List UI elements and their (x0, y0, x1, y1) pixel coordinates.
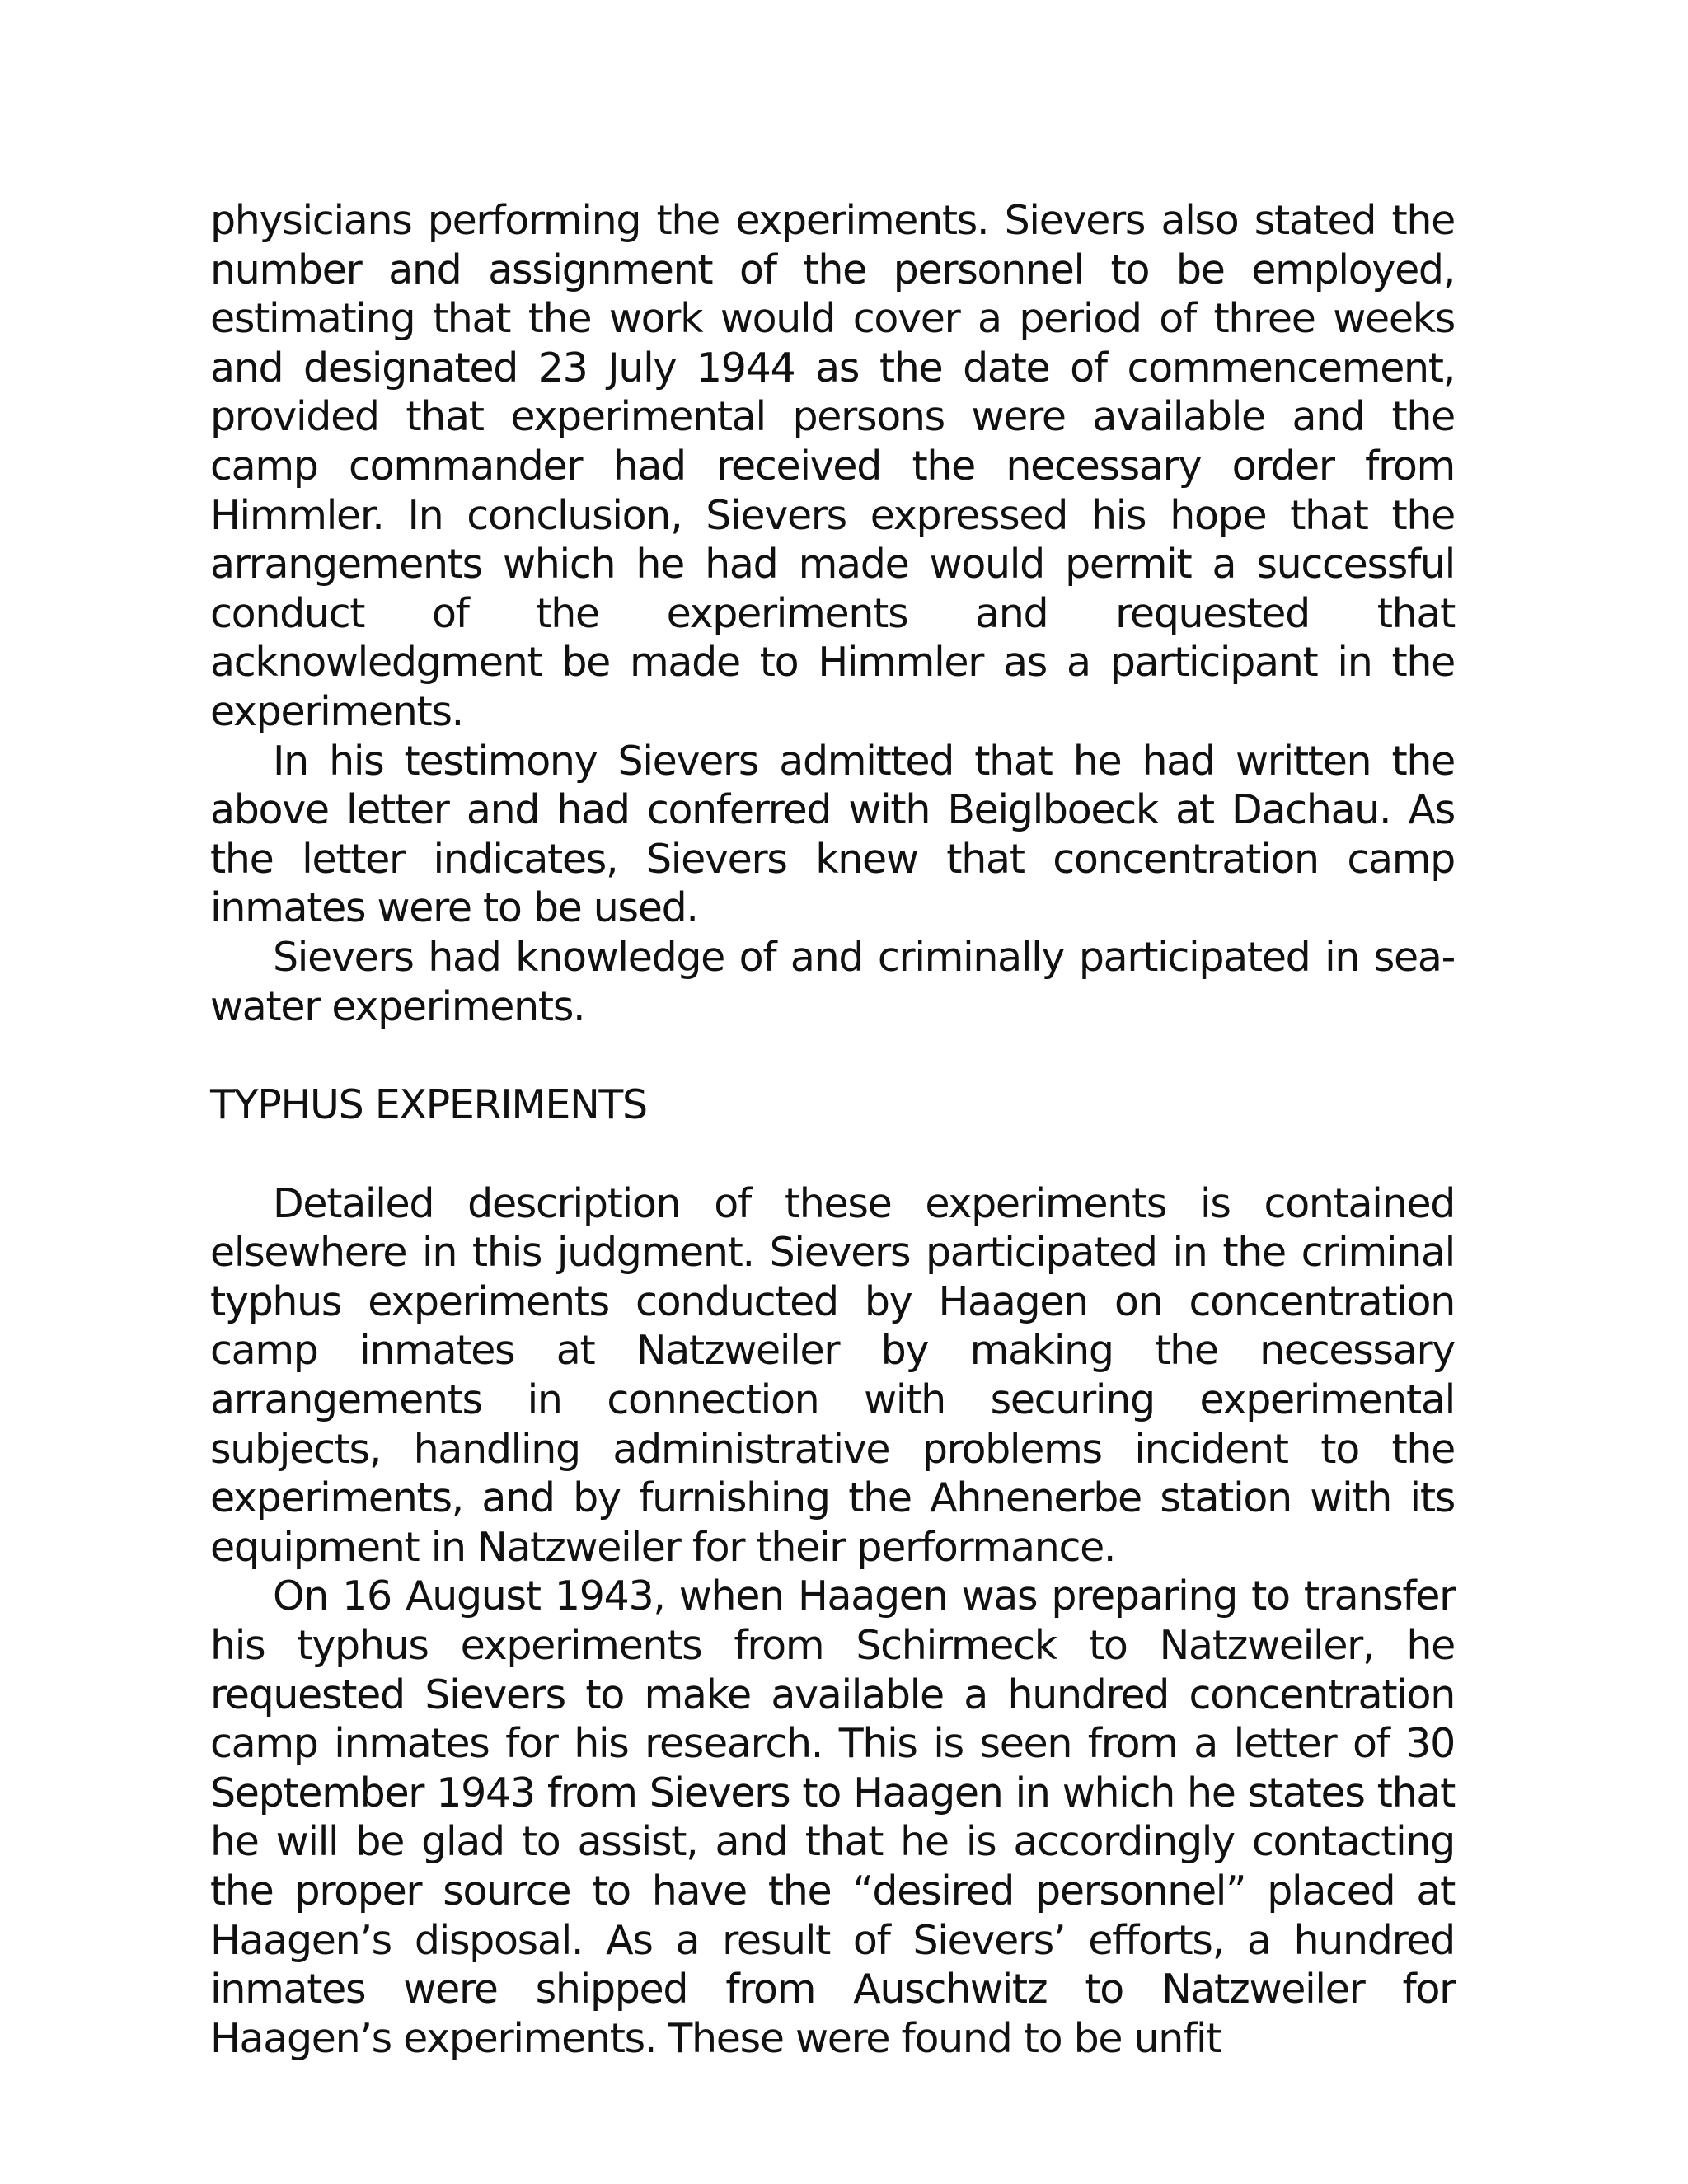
paragraph-typhus-description: Detailed description of these experiments is contained elsewhere in this judgment. Sievers participated in the criminal typhus experiments conducted by Haagen on concentration camp inmates at Natzweiler by making the necessary arrangements in connection with securing experimental subjects, handling administrative problems incident to the experiments, and by furnishing the Ahnenerbe station with its equipment in Natzweiler for their performance. (210, 1179, 1455, 1571)
paragraph-sievers-letter-continuation: physicians performing the experiments. Sievers also stated the number and assignment of the personnel to be employed, estimating that the work would cover a period of three weeks and designated 23 July 1944 as the date of commencement, provided that experimental persons were available and the camp commander had received the necessary order from Himmler. In conclusion, Sievers expressed his hope that the arrangements which he had made would permit a successful conduct of the experiments and requested that acknowledgment be made to Himmler as a participant in the experiments. (210, 197, 1455, 735)
section-heading-typhus-experiments: TYPHUS EXPERIMENTS (210, 1081, 647, 1129)
paragraph-sea-water-conclusion: Sievers had knowledge of and criminally participated in sea-water experiments. (210, 933, 1455, 1030)
paragraph-haagen-request: On 16 August 1943, when Haagen was preparing to transfer his typhus experiments from Schirmeck to Natzweiler, he requested Sievers to make available a hundred concentration camp inmates for his research. This is seen from a letter of 30 September 1943 from Sievers to Haagen in which he states that he will be glad to assist, and that he is accordingly contacting the proper source to have the “desired personnel” placed at Haagen’s disposal. As a result of Sievers’ efforts, a hundred inmates were shipped from Auschwitz to Natzweiler for Haagen’s experiments. These were found to be unfit (210, 1572, 1455, 2062)
document-page (210, 196, 1455, 2063)
paragraph-sievers-testimony: In his testimony Sievers admitted that he had written the above letter and had conferred with Beiglboeck at Dachau. As the letter indicates, Sievers knew that concentration camp inmates were to be used. (210, 737, 1455, 932)
